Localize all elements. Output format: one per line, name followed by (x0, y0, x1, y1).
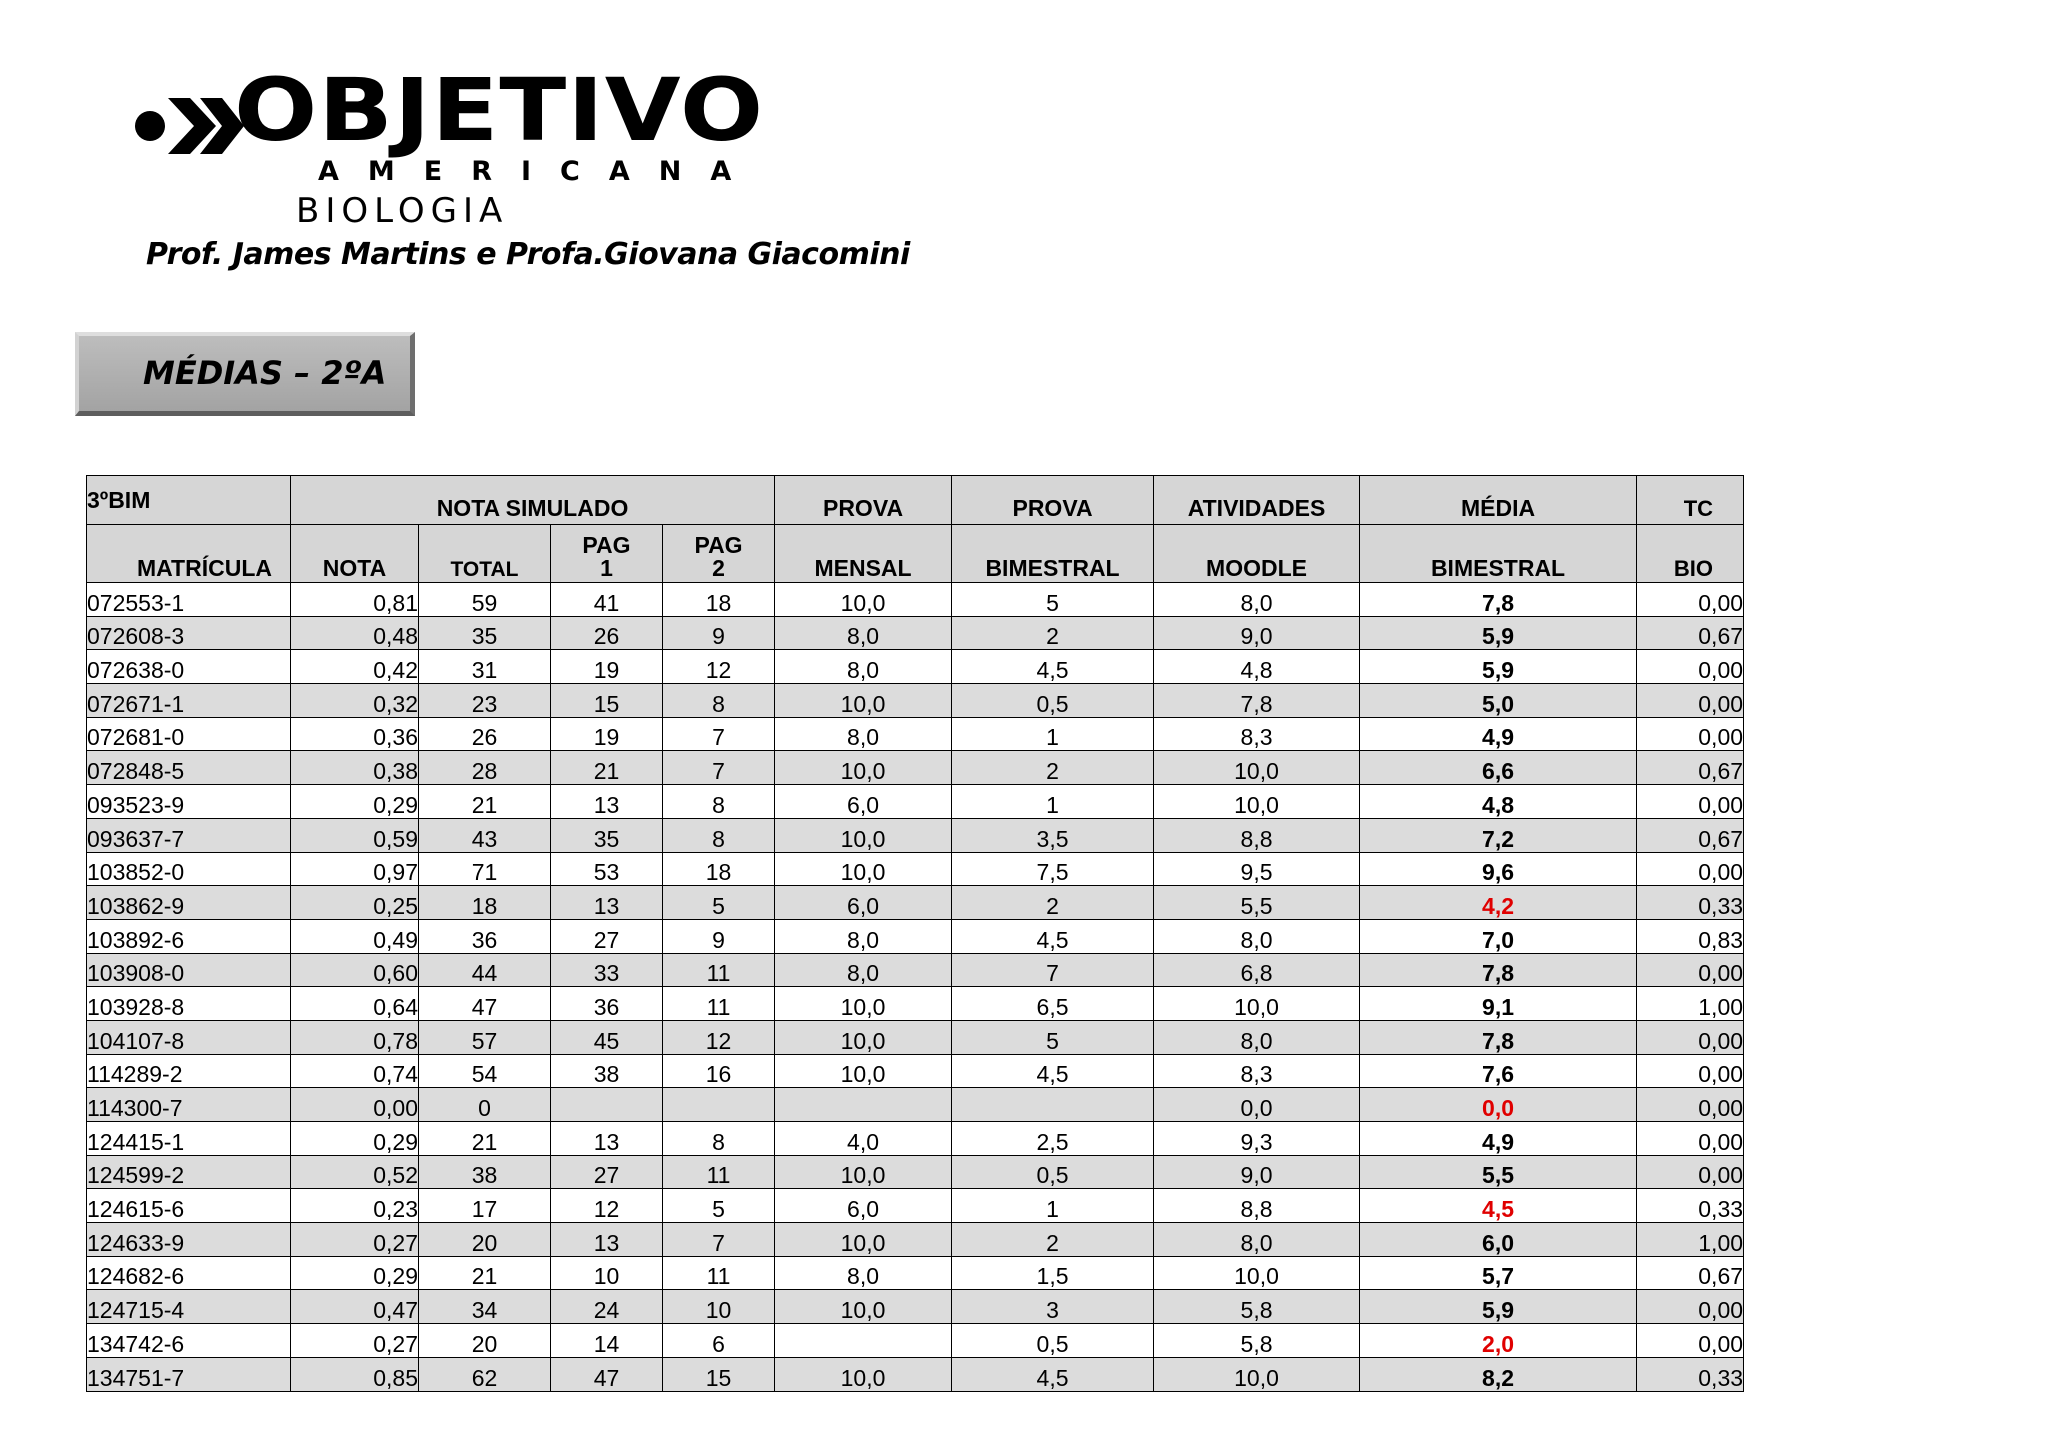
tc-bio-cell: 0,67 (1637, 1256, 1744, 1290)
nota-cell: 0,78 (291, 1020, 419, 1054)
total-cell: 20 (419, 1324, 551, 1358)
prova-mensal-cell: 10,0 (775, 1357, 952, 1391)
pag1-header (551, 525, 663, 583)
prova-mensal-cell: 10,0 (775, 751, 952, 785)
atividades-header: ATIVIDADES (1154, 476, 1360, 525)
table-row (87, 1189, 1744, 1223)
logo-arrow-icon (132, 88, 244, 164)
matricula-cell: 134742-6 (87, 1324, 291, 1358)
nota-cell: 0,23 (291, 1189, 419, 1223)
tc-bio-cell: 0,33 (1637, 1189, 1744, 1223)
pag1-cell: 26 (551, 616, 663, 650)
pag2-cell: 10 (663, 1290, 775, 1324)
pag2-cell (663, 1088, 775, 1122)
prova-bimestral-cell: 3,5 (952, 818, 1154, 852)
moodle-cell: 8,8 (1154, 818, 1360, 852)
pag1-cell: 27 (551, 919, 663, 953)
media-cell: 5,5 (1360, 1155, 1637, 1189)
nota-cell: 0,29 (291, 1256, 419, 1290)
matricula-cell: 103852-0 (87, 852, 291, 886)
media-cell: 5,9 (1360, 1290, 1637, 1324)
media-cell: 5,0 (1360, 684, 1637, 718)
total-cell: 20 (419, 1223, 551, 1257)
pag1-cell: 33 (551, 953, 663, 987)
moodle-cell: 8,8 (1154, 1189, 1360, 1223)
moodle-cell: 8,0 (1154, 1020, 1360, 1054)
table-row (87, 1223, 1744, 1257)
total-cell: 43 (419, 818, 551, 852)
pag2-cell: 18 (663, 583, 775, 617)
prova-mensal-cell: 8,0 (775, 616, 952, 650)
table-row (87, 583, 1744, 617)
pag2-cell: 11 (663, 987, 775, 1021)
media-bimestral-header: BIMESTRAL (1360, 525, 1637, 583)
total-cell: 31 (419, 650, 551, 684)
prova-mensal-cell: 6,0 (775, 886, 952, 920)
prova-mensal-cell: 8,0 (775, 717, 952, 751)
nota-cell: 0,60 (291, 953, 419, 987)
pag1-cell: 38 (551, 1054, 663, 1088)
nota-cell: 0,59 (291, 818, 419, 852)
media-cell: 9,6 (1360, 852, 1637, 886)
tc-bio-cell: 0,00 (1637, 785, 1744, 819)
media-cell: 5,7 (1360, 1256, 1637, 1290)
table-row (87, 987, 1744, 1021)
pag2-cell: 7 (663, 717, 775, 751)
pag2-cell: 6 (663, 1324, 775, 1358)
moodle-cell: 8,0 (1154, 583, 1360, 617)
pag1-cell: 45 (551, 1020, 663, 1054)
logo-wordmark: OBJETIVO (234, 60, 765, 162)
tc-bio-cell: 0,00 (1637, 1020, 1744, 1054)
pag2-header-line1: PAG (694, 532, 743, 558)
bio-header: BIO (1637, 525, 1744, 583)
media-cell: 5,9 (1360, 616, 1637, 650)
period-header: 3ºBIM (87, 476, 291, 525)
tc-bio-cell: 0,67 (1637, 751, 1744, 785)
pag2-cell: 18 (663, 852, 775, 886)
tc-bio-cell: 0,00 (1637, 684, 1744, 718)
matricula-header: MATRÍCULA (87, 525, 291, 583)
prova-bimestral-cell: 0,5 (952, 1155, 1154, 1189)
moodle-cell: 10,0 (1154, 1357, 1360, 1391)
moodle-cell: 9,3 (1154, 1122, 1360, 1156)
total-header: TOTAL (419, 525, 551, 583)
media-cell: 4,9 (1360, 1122, 1637, 1156)
prova-bimestral-cell: 4,5 (952, 1357, 1154, 1391)
matricula-cell: 124633-9 (87, 1223, 291, 1257)
media-cell: 6,0 (1360, 1223, 1637, 1257)
prova-mensal-cell: 10,0 (775, 1020, 952, 1054)
moodle-cell: 8,3 (1154, 717, 1360, 751)
tc-bio-cell: 0,67 (1637, 616, 1744, 650)
total-cell: 0 (419, 1088, 551, 1122)
table-row (87, 1256, 1744, 1290)
tc-bio-cell: 0,00 (1637, 852, 1744, 886)
tc-bio-cell: 0,00 (1637, 717, 1744, 751)
nota-cell: 0,38 (291, 751, 419, 785)
pag1-cell: 19 (551, 650, 663, 684)
prova-bimestral-cell: 2 (952, 616, 1154, 650)
pag2-header-line2: 2 (712, 555, 725, 581)
table-row (87, 1020, 1744, 1054)
prova-mensal-cell: 8,0 (775, 1256, 952, 1290)
prova-mensal-cell: 8,0 (775, 919, 952, 953)
total-cell: 18 (419, 886, 551, 920)
media-cell: 7,0 (1360, 919, 1637, 953)
table-row (87, 751, 1744, 785)
media-cell: 7,2 (1360, 818, 1637, 852)
pag1-cell: 47 (551, 1357, 663, 1391)
prova-mensal-cell: 10,0 (775, 1223, 952, 1257)
nota-cell: 0,97 (291, 852, 419, 886)
nota-cell: 0,64 (291, 987, 419, 1021)
pag2-cell: 12 (663, 1020, 775, 1054)
objetivo-logo (132, 60, 765, 190)
media-cell: 8,2 (1360, 1357, 1637, 1391)
logo-subtext: AMERICANA (318, 156, 761, 187)
total-cell: 21 (419, 785, 551, 819)
prova-mensal-cell: 8,0 (775, 953, 952, 987)
matricula-cell: 114300-7 (87, 1088, 291, 1122)
prova-mensal-cell: 6,0 (775, 1189, 952, 1223)
pag1-cell: 14 (551, 1324, 663, 1358)
pag1-cell: 24 (551, 1290, 663, 1324)
table-row (87, 1155, 1744, 1189)
total-cell: 26 (419, 717, 551, 751)
table-row (87, 852, 1744, 886)
pag1-cell: 13 (551, 1122, 663, 1156)
tc-bio-cell: 0,67 (1637, 818, 1744, 852)
moodle-cell: 5,5 (1154, 886, 1360, 920)
prova-bimestral-cell: 1 (952, 717, 1154, 751)
prova-bimestral-cell: 0,5 (952, 684, 1154, 718)
prova-bimestral-cell: 4,5 (952, 1054, 1154, 1088)
grade-rows (87, 583, 1744, 1392)
prova-mensal-cell: 10,0 (775, 987, 952, 1021)
tc-bio-cell: 0,33 (1637, 886, 1744, 920)
media-cell: 0,0 (1360, 1088, 1637, 1122)
matricula-cell: 072671-1 (87, 684, 291, 718)
header-row-1 (87, 476, 1744, 525)
pag2-cell: 7 (663, 751, 775, 785)
nota-cell: 0,52 (291, 1155, 419, 1189)
moodle-cell: 9,0 (1154, 1155, 1360, 1189)
pag2-cell: 8 (663, 818, 775, 852)
table-row (87, 953, 1744, 987)
pag2-cell: 9 (663, 919, 775, 953)
matricula-cell: 072608-3 (87, 616, 291, 650)
prova-bimestral-cell: 2 (952, 751, 1154, 785)
matricula-cell: 093523-9 (87, 785, 291, 819)
pag2-cell: 11 (663, 953, 775, 987)
pag2-cell: 8 (663, 684, 775, 718)
total-cell: 47 (419, 987, 551, 1021)
prova-bimestral-cell: 1 (952, 1189, 1154, 1223)
moodle-cell: 9,0 (1154, 616, 1360, 650)
matricula-cell: 124615-6 (87, 1189, 291, 1223)
tc-bio-cell: 0,00 (1637, 1290, 1744, 1324)
pag1-cell: 36 (551, 987, 663, 1021)
subject-title: BIOLOGIA (296, 191, 509, 231)
total-cell: 54 (419, 1054, 551, 1088)
matricula-cell: 072848-5 (87, 751, 291, 785)
total-cell: 36 (419, 919, 551, 953)
pag1-cell: 13 (551, 886, 663, 920)
prova-bimestral-cell: 1,5 (952, 1256, 1154, 1290)
table-row (87, 785, 1744, 819)
moodle-header: MOODLE (1154, 525, 1360, 583)
matricula-cell: 072681-0 (87, 717, 291, 751)
matricula-cell: 103862-9 (87, 886, 291, 920)
nota-cell: 0,29 (291, 785, 419, 819)
total-cell: 38 (419, 1155, 551, 1189)
nota-cell: 0,27 (291, 1324, 419, 1358)
table-row (87, 818, 1744, 852)
teachers-line: Prof. James Martins e Profa.Giovana Giacomini (146, 237, 910, 272)
prova-bimestral-cell: 2,5 (952, 1122, 1154, 1156)
prova-mensal-cell: 10,0 (775, 1155, 952, 1189)
prova-mensal-cell (775, 1324, 952, 1358)
total-cell: 59 (419, 583, 551, 617)
total-cell: 34 (419, 1290, 551, 1324)
pag2-cell: 9 (663, 616, 775, 650)
pag2-cell: 11 (663, 1155, 775, 1189)
tc-bio-cell: 0,00 (1637, 650, 1744, 684)
moodle-cell: 10,0 (1154, 987, 1360, 1021)
prova-mensal-cell: 10,0 (775, 1054, 952, 1088)
total-cell: 23 (419, 684, 551, 718)
header-row-2 (87, 525, 1744, 583)
pag2-cell: 5 (663, 886, 775, 920)
pag1-cell (551, 1088, 663, 1122)
total-cell: 62 (419, 1357, 551, 1391)
prova-bimestral-cell: 2 (952, 886, 1154, 920)
tc-bio-cell: 0,00 (1637, 1088, 1744, 1122)
total-cell: 21 (419, 1122, 551, 1156)
tc-bio-cell: 1,00 (1637, 1223, 1744, 1257)
matricula-cell: 072638-0 (87, 650, 291, 684)
tc-header: TC (1637, 476, 1744, 525)
media-cell: 4,8 (1360, 785, 1637, 819)
moodle-cell: 7,8 (1154, 684, 1360, 718)
table-row (87, 684, 1744, 718)
nota-cell: 0,74 (291, 1054, 419, 1088)
pag1-header-line1: PAG (582, 532, 631, 558)
pag2-cell: 16 (663, 1054, 775, 1088)
moodle-cell: 10,0 (1154, 751, 1360, 785)
table-row (87, 616, 1744, 650)
media-cell: 6,6 (1360, 751, 1637, 785)
tc-bio-cell: 1,00 (1637, 987, 1744, 1021)
pag2-cell: 11 (663, 1256, 775, 1290)
matricula-cell: 124715-4 (87, 1290, 291, 1324)
pag1-cell: 53 (551, 852, 663, 886)
tc-bio-cell: 0,00 (1637, 1155, 1744, 1189)
pag2-cell: 5 (663, 1189, 775, 1223)
prova-bimestral-cell: 6,5 (952, 987, 1154, 1021)
nota-cell: 0,48 (291, 616, 419, 650)
matricula-cell: 124682-6 (87, 1256, 291, 1290)
prova-mensal-header: PROVA (775, 476, 952, 525)
prova-mensal-cell (775, 1088, 952, 1122)
grades-table (86, 475, 1744, 1392)
nota-cell: 0,81 (291, 583, 419, 617)
total-cell: 21 (419, 1256, 551, 1290)
table-row (87, 1054, 1744, 1088)
pag2-cell: 8 (663, 785, 775, 819)
media-header: MÉDIA (1360, 476, 1637, 525)
matricula-cell: 103892-6 (87, 919, 291, 953)
pag1-cell: 21 (551, 751, 663, 785)
prova-bimestral-cell: 4,5 (952, 650, 1154, 684)
prova-mensal-cell: 6,0 (775, 785, 952, 819)
nota-cell: 0,00 (291, 1088, 419, 1122)
prova-bimestral-cell: 4,5 (952, 919, 1154, 953)
tc-bio-cell: 0,00 (1637, 1122, 1744, 1156)
prova-bimestral-cell: 2 (952, 1223, 1154, 1257)
prova-mensal-cell: 10,0 (775, 818, 952, 852)
table-row (87, 1290, 1744, 1324)
moodle-cell: 10,0 (1154, 785, 1360, 819)
prova-bimestral-cell: 5 (952, 583, 1154, 617)
nota-cell: 0,36 (291, 717, 419, 751)
pag2-header (663, 525, 775, 583)
pag2-cell: 12 (663, 650, 775, 684)
table-row (87, 886, 1744, 920)
prova-bimestral-cell: 7,5 (952, 852, 1154, 886)
prova-bimestral-header: PROVA (952, 476, 1154, 525)
tc-bio-cell: 0,33 (1637, 1357, 1744, 1391)
matricula-cell: 103908-0 (87, 953, 291, 987)
table-row (87, 1122, 1744, 1156)
moodle-cell: 8,3 (1154, 1054, 1360, 1088)
nota-cell: 0,27 (291, 1223, 419, 1257)
moodle-cell: 9,5 (1154, 852, 1360, 886)
matricula-cell: 124415-1 (87, 1122, 291, 1156)
nota-cell: 0,25 (291, 886, 419, 920)
moodle-cell: 10,0 (1154, 1256, 1360, 1290)
media-cell: 7,8 (1360, 583, 1637, 617)
pag1-cell: 13 (551, 785, 663, 819)
prova-mensal-cell: 10,0 (775, 852, 952, 886)
pag1-cell: 35 (551, 818, 663, 852)
moodle-cell: 4,8 (1154, 650, 1360, 684)
nota-simulado-header: NOTA SIMULADO (291, 476, 775, 525)
page-title-box (75, 332, 415, 416)
prova-bimestral-cell: 7 (952, 953, 1154, 987)
pag2-cell: 7 (663, 1223, 775, 1257)
pag1-header-line2: 1 (600, 555, 613, 581)
moodle-cell: 5,8 (1154, 1290, 1360, 1324)
page-title: MÉDIAS – 2ºA (143, 354, 387, 392)
mensal-header: MENSAL (775, 525, 952, 583)
pag1-cell: 12 (551, 1189, 663, 1223)
pag1-cell: 27 (551, 1155, 663, 1189)
media-cell: 4,9 (1360, 717, 1637, 751)
moodle-cell: 8,0 (1154, 1223, 1360, 1257)
media-cell: 4,5 (1360, 1189, 1637, 1223)
media-cell: 7,8 (1360, 953, 1637, 987)
pag2-cell: 15 (663, 1357, 775, 1391)
matricula-cell: 114289-2 (87, 1054, 291, 1088)
matricula-cell: 103928-8 (87, 987, 291, 1021)
table-row (87, 1088, 1744, 1122)
pag1-cell: 10 (551, 1256, 663, 1290)
table-row (87, 919, 1744, 953)
pag2-cell: 8 (663, 1122, 775, 1156)
total-cell: 57 (419, 1020, 551, 1054)
media-cell: 7,6 (1360, 1054, 1637, 1088)
pag1-cell: 13 (551, 1223, 663, 1257)
nota-header: NOTA (291, 525, 419, 583)
prova-bimestral-cell (952, 1088, 1154, 1122)
media-cell: 9,1 (1360, 987, 1637, 1021)
table-row (87, 717, 1744, 751)
total-cell: 71 (419, 852, 551, 886)
tc-bio-cell: 0,83 (1637, 919, 1744, 953)
tc-bio-cell: 0,00 (1637, 583, 1744, 617)
tc-bio-cell: 0,00 (1637, 1324, 1744, 1358)
prova-mensal-cell: 4,0 (775, 1122, 952, 1156)
moodle-cell: 0,0 (1154, 1088, 1360, 1122)
prova-mensal-cell: 10,0 (775, 684, 952, 718)
nota-cell: 0,42 (291, 650, 419, 684)
pag1-cell: 19 (551, 717, 663, 751)
table-row (87, 1324, 1744, 1358)
nota-cell: 0,29 (291, 1122, 419, 1156)
prova-mensal-cell: 8,0 (775, 650, 952, 684)
prova-bimestral-cell: 0,5 (952, 1324, 1154, 1358)
tc-bio-cell: 0,00 (1637, 953, 1744, 987)
table-row (87, 650, 1744, 684)
nota-cell: 0,85 (291, 1357, 419, 1391)
bimestral-header: BIMESTRAL (952, 525, 1154, 583)
prova-bimestral-cell: 1 (952, 785, 1154, 819)
media-cell: 2,0 (1360, 1324, 1637, 1358)
prova-bimestral-cell: 5 (952, 1020, 1154, 1054)
nota-cell: 0,49 (291, 919, 419, 953)
media-cell: 5,9 (1360, 650, 1637, 684)
moodle-cell: 5,8 (1154, 1324, 1360, 1358)
media-cell: 7,8 (1360, 1020, 1637, 1054)
matricula-cell: 072553-1 (87, 583, 291, 617)
tc-bio-cell: 0,00 (1637, 1054, 1744, 1088)
nota-cell: 0,47 (291, 1290, 419, 1324)
total-cell: 17 (419, 1189, 551, 1223)
media-cell: 4,2 (1360, 886, 1637, 920)
nota-cell: 0,32 (291, 684, 419, 718)
moodle-cell: 8,0 (1154, 919, 1360, 953)
matricula-cell: 124599-2 (87, 1155, 291, 1189)
matricula-cell: 104107-8 (87, 1020, 291, 1054)
pag1-cell: 15 (551, 684, 663, 718)
prova-mensal-cell: 10,0 (775, 583, 952, 617)
table-row (87, 1357, 1744, 1391)
total-cell: 35 (419, 616, 551, 650)
matricula-cell: 093637-7 (87, 818, 291, 852)
prova-mensal-cell: 10,0 (775, 1290, 952, 1324)
total-cell: 44 (419, 953, 551, 987)
total-cell: 28 (419, 751, 551, 785)
pag1-cell: 41 (551, 583, 663, 617)
moodle-cell: 6,8 (1154, 953, 1360, 987)
prova-bimestral-cell: 3 (952, 1290, 1154, 1324)
matricula-cell: 134751-7 (87, 1357, 291, 1391)
